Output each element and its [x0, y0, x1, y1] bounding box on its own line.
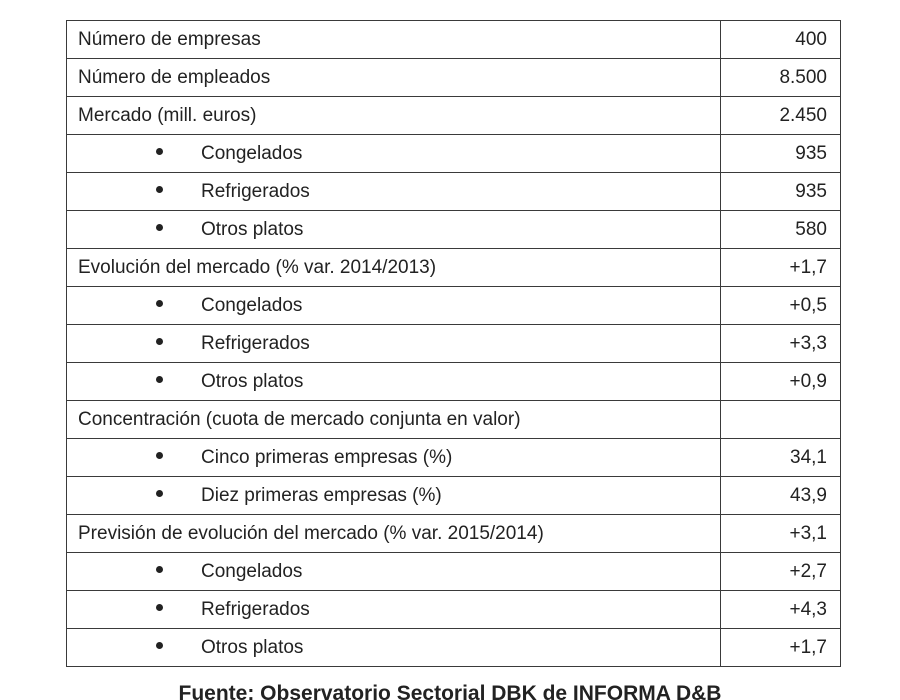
table-row [67, 515, 841, 553]
row-label-cell [67, 59, 721, 97]
bullet-icon [156, 300, 163, 307]
row-label-cell [67, 97, 721, 135]
row-label: Cinco primeras empresas (%) [201, 447, 453, 468]
row-value: +1,7 [721, 249, 841, 287]
row-value: 400 [721, 21, 841, 59]
row-value: 34,1 [721, 439, 841, 477]
bullet-icon [156, 148, 163, 155]
row-label: Otros platos [201, 637, 304, 658]
table-row [67, 477, 841, 515]
table-row [67, 59, 841, 97]
bullet-icon [156, 604, 163, 611]
bullet-icon [156, 338, 163, 345]
sub-item-label-cell [67, 553, 721, 591]
row-value: +4,3 [721, 591, 841, 629]
row-label-cell [67, 515, 721, 553]
table-row [67, 439, 841, 477]
market-data-table [66, 20, 841, 667]
table-row [67, 553, 841, 591]
table-row [67, 629, 841, 667]
row-value: +3,3 [721, 325, 841, 363]
row-value: +3,1 [721, 515, 841, 553]
bullet-icon [156, 490, 163, 497]
sub-item-label-cell [67, 439, 721, 477]
bullet-icon [156, 452, 163, 459]
bullet-icon [156, 186, 163, 193]
sub-item-label-cell [67, 591, 721, 629]
row-label: Mercado (mill. euros) [78, 105, 257, 126]
row-label: Congelados [201, 295, 303, 316]
row-label: Número de empleados [78, 67, 271, 88]
row-value: +1,7 [721, 629, 841, 667]
table-row [67, 173, 841, 211]
row-label: Número de empresas [78, 29, 261, 50]
row-label-cell [67, 249, 721, 287]
sub-item-label-cell [67, 173, 721, 211]
row-label-cell [67, 21, 721, 59]
row-value: +2,7 [721, 553, 841, 591]
row-value: +0,9 [721, 363, 841, 401]
sub-item-label-cell [67, 135, 721, 173]
table-row [67, 135, 841, 173]
row-label: Congelados [201, 561, 303, 582]
row-value: 43,9 [721, 477, 841, 515]
row-value: +0,5 [721, 287, 841, 325]
row-value: 935 [721, 173, 841, 211]
row-value: 580 [721, 211, 841, 249]
table-row [67, 363, 841, 401]
row-label: Refrigerados [201, 333, 310, 354]
table-row [67, 325, 841, 363]
sub-item-label-cell [67, 629, 721, 667]
sub-item-label-cell [67, 211, 721, 249]
row-label: Congelados [201, 143, 303, 164]
table-row [67, 21, 841, 59]
row-value: 935 [721, 135, 841, 173]
source-note: Fuente: Observatorio Sectorial DBK de INFORMA D&B [178, 682, 722, 700]
bullet-icon [156, 376, 163, 383]
row-label: Evolución del mercado (% var. 2014/2013) [78, 257, 437, 278]
table-row [67, 211, 841, 249]
row-label: Refrigerados [201, 181, 310, 202]
row-label: Diez primeras empresas (%) [201, 485, 442, 506]
sub-item-label-cell [67, 363, 721, 401]
table-row [67, 287, 841, 325]
table-body [67, 21, 841, 667]
table-row [67, 401, 841, 439]
row-label: Otros platos [201, 219, 304, 240]
row-value: 2.450 [721, 97, 841, 135]
row-label: Concentración (cuota de mercado conjunta en valor) [78, 409, 521, 430]
bullet-icon [156, 224, 163, 231]
row-label: Refrigerados [201, 599, 310, 620]
table-row [67, 591, 841, 629]
row-label: Previsión de evolución del mercado (% var. 2015/2014) [78, 523, 544, 544]
row-label-cell [67, 401, 721, 439]
table-row [67, 97, 841, 135]
sub-item-label-cell [67, 477, 721, 515]
sub-item-label-cell [67, 287, 721, 325]
table-row [67, 249, 841, 287]
sub-item-label-cell [67, 325, 721, 363]
bullet-icon [156, 642, 163, 649]
row-label: Otros platos [201, 371, 304, 392]
row-value [721, 401, 841, 439]
bullet-icon [156, 566, 163, 573]
row-value: 8.500 [721, 59, 841, 97]
